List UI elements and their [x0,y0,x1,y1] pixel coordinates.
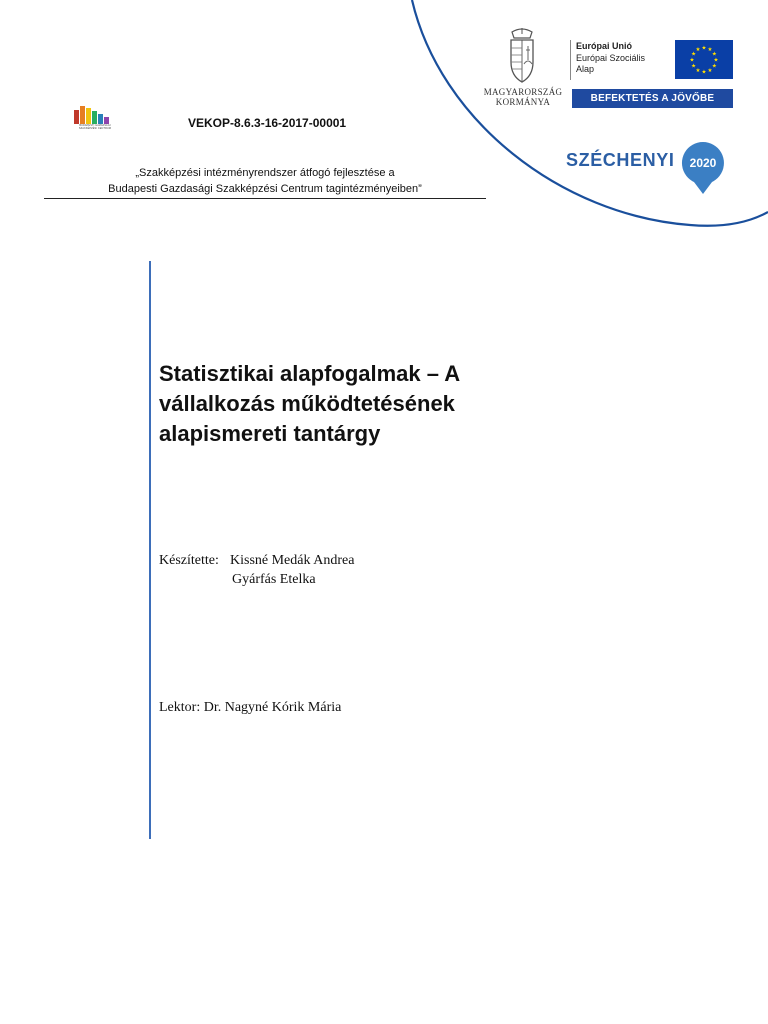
eu-line-1: Európai Unió [576,41,632,51]
header-divider [44,198,486,199]
author-1: Kissné Medák Andrea [230,553,355,568]
eu-star-icon: ★ [701,45,707,52]
eu-star-icon: ★ [707,47,713,54]
author-2: Gyárfás Etelka [232,572,316,587]
eu-star-icon: ★ [701,69,707,76]
szechenyi-year: 2020 [689,156,717,170]
eu-star-icon: ★ [711,63,717,70]
authors-label: Készítette: [159,553,219,568]
government-name [478,87,568,107]
eu-star-icon: ★ [691,51,697,58]
invest-banner: BEFEKTETÉS A JÖVŐBE [572,89,733,108]
eu-flag-icon [675,40,733,79]
logo-caption: BUDAPESTI GAZDASÁGI SZAKKÉPZÉSI CENTRUM [78,124,112,130]
project-code: VEKOP-8.6.3-16-2017-00001 [188,116,347,130]
eu-star-icon: ★ [713,57,719,64]
eu-text [576,41,645,76]
decorative-arc [0,0,768,260]
project-title [44,165,486,197]
eu-star-icon: ★ [695,67,701,74]
government-line-1: MAGYARORSZÁG [483,87,563,97]
szechenyi-label: SZÉCHENYI [566,150,675,170]
project-title-line-2: Budapesti Gazdasági Szakképzési Centrum tagintézményeiben” [108,183,422,195]
reviewer: Lektor: Dr. Nagyné Kórik Mária [159,700,342,715]
document-title [159,359,579,449]
bgszc-logo [70,100,120,130]
left-accent-rule [149,261,151,839]
title-line-3: alapismereti tantárgy [159,421,381,446]
coat-of-arms-icon [506,28,538,84]
government-line-2: KORMÁNYA [495,97,551,107]
title-line-2: vállalkozás működtetésének [159,391,455,416]
project-title-line-1: „Szakképzési intézményrendszer átfogó fejlesztése a [135,167,395,179]
eu-star-icon: ★ [689,57,695,64]
eu-star-icon: ★ [695,47,701,54]
title-line-1: Statisztikai alapfogalmak – A [159,361,461,386]
eu-divider [570,40,571,80]
eu-star-icon: ★ [691,63,697,70]
eu-line-3: Alap [576,64,595,74]
eu-star-icon: ★ [707,67,713,74]
eu-line-2: Európai Szociális [576,52,646,63]
szechenyi-2020-badge [680,140,726,196]
eu-star-icon: ★ [711,51,717,58]
